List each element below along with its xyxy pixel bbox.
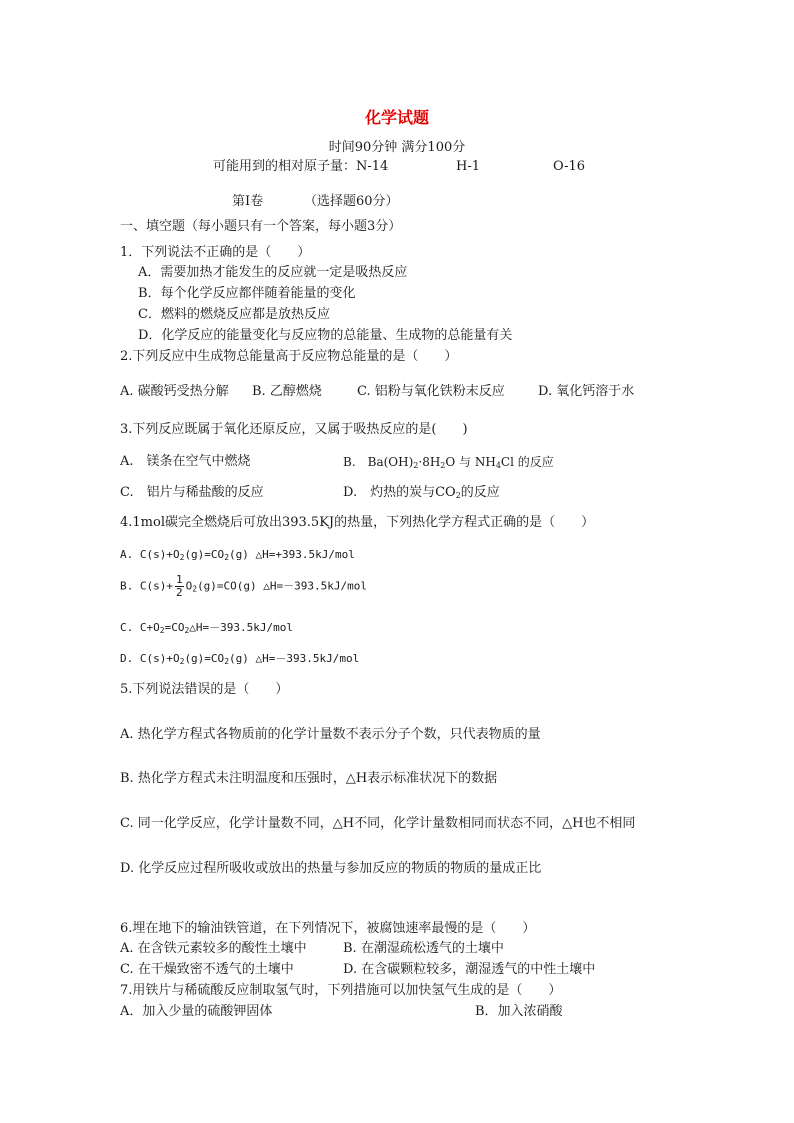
atomic-mass-o: O-16 [553, 159, 586, 174]
q2-option-a: A. 碳酸钙受热分解 [120, 384, 229, 399]
q5-option-c: C. 同一化学反应，化学计量数不同，△H不同，化学计量数相同而状态不同，△H也不相同 [120, 816, 636, 831]
q3-option-d: D. 灼热的炭与$CO_2$的反应 [343, 485, 500, 500]
atomic-mass-label: 可能用到的相对原子量： [213, 159, 357, 174]
q1-option-d: D．化学反应的能量变化与反应物的总能量、生成物的总能量有关 [138, 328, 513, 343]
q6-option-b: B. 在潮湿疏松透气的土壤中 [343, 941, 504, 956]
q2-stem: 2.下列反应中生成物总能量高于反应物总能量的是（ ） [120, 349, 458, 364]
q3-option-a: A. 镁条在空气中燃烧 [120, 454, 251, 469]
q1-option-b: B．每个化学反应都伴随着能量的变化 [138, 286, 356, 301]
part-title: 第Ⅰ卷 [232, 194, 264, 209]
atomic-mass-line [213, 160, 388, 173]
q5-option-d: D. 化学反应过程所吸收或放出的热量与参加反应的物质的物质的量成正比 [120, 861, 542, 876]
q3-option-c: C. 铝片与稀盐酸的反应 [120, 485, 264, 500]
q4-option-c: C. $C+O_2=CO_2\triangle H=-393.5kJ$/mol [120, 621, 293, 635]
section-heading: 一、填空题（每小题只有一个答案，每小题3分） [120, 219, 402, 234]
q7-option-a: A．加入少量的硫酸钾固体 [120, 1004, 273, 1019]
q5-option-b: B. 热化学方程式未注明温度和压强时，△H表示标准状况下的数据 [120, 771, 498, 786]
q7-option-b: B．加入浓硝酸 [475, 1004, 563, 1019]
q4-option-d: D. $C(s)+O_2(g)=CO_2(g)$ △H=－393.5kJ/mol [120, 652, 360, 666]
document-title: 化学试题 [364, 108, 429, 127]
q2-option-d: D. 氧化钙溶于水 [538, 384, 635, 399]
q2-option-b: B. 乙醇燃烧 [252, 384, 322, 399]
q2-option-c: C. 铝粉与氧化铁粉末反应 [357, 384, 505, 399]
exam-time-line: 时间90分钟 满分100分 [328, 140, 466, 155]
atomic-mass-n: N-14 [356, 159, 389, 174]
q6-option-a: A. 在含铁元素较多的酸性土壤中 [120, 941, 307, 956]
q6-stem: 6.埋在地下的输油铁管道，在下列情况下，被腐蚀速率最慢的是（ ） [120, 921, 536, 936]
q5-option-a: A. 热化学方程式各物质前的化学计量数不表示分子个数，只代表物质的量 [120, 727, 541, 742]
q3-option-b: B. $Ba(OH)_2\cdot 8H_2O$ 与 $NH_4Cl$ 的反应 [343, 455, 554, 470]
q6-option-d: D. 在含碳颗粒较多，潮湿透气的中性土壤中 [343, 962, 596, 977]
q4-stem: 4.1mol碳完全燃烧后可放出393.5KJ的热量，下列热化学方程式正确的是（ ） [120, 515, 595, 530]
q5-stem: 5.下列说法错误的是（ ） [120, 682, 289, 697]
q3-stem: 3.下列反应既属于氧化还原反应，又属于吸热反应的是( ) [120, 422, 468, 437]
q4-option-a: A. $C(s)+O_2(g)=CO_2(g)$ △H=+393.5kJ/mol [120, 548, 355, 562]
q1-option-c: C．燃料的燃烧反应都是放热反应 [138, 307, 330, 322]
part-note: （选择题60分） [304, 194, 399, 209]
q4-option-b: B. C(s)+ $\frac{1}{2}$ $O_2(g)=CO(g)$ △H=－393.5kJ/mol [120, 573, 368, 599]
atomic-mass-h: H-1 [456, 159, 481, 174]
q1-stem: 1．下列说法不正确的是（ ） [120, 245, 311, 260]
one-half-fraction: $\frac{1}{2}$ [175, 573, 183, 599]
q1-option-a: A．需要加热才能发生的反应就一定是吸热反应 [138, 265, 408, 280]
q6-option-c: C. 在干燥致密不透气的土壤中 [120, 962, 294, 977]
q7-stem: 7.用铁片与稀硫酸反应制取氢气时，下列措施可以加快氢气生成的是（ ） [120, 983, 562, 998]
